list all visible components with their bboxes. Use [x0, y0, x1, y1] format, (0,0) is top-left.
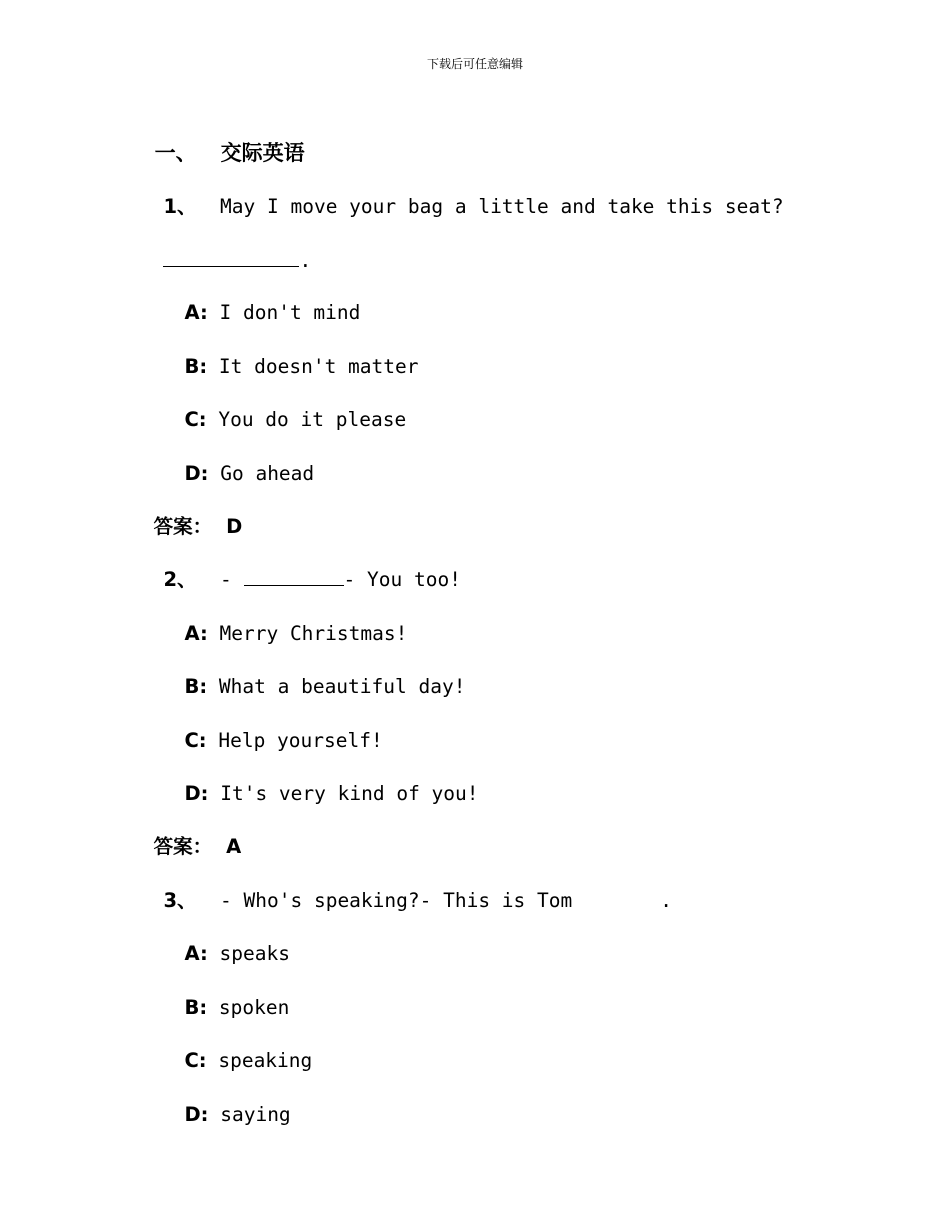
question-1-stem	[140, 168, 784, 220]
question-3-option-b: B: spoken	[184, 996, 290, 1019]
section-number: 一、	[154, 141, 197, 165]
question-1-option-b: B: It doesn't matter	[184, 355, 419, 378]
question-3-stem: 3、 - Who's speaking?- This is Tom .	[163, 889, 672, 912]
question-1-text: May I move your bag a little and take this seat?	[220, 195, 784, 218]
question-2-option-a: A: Merry Christmas!	[184, 622, 408, 645]
question-2-option-d: D: It's very kind of you!	[184, 782, 479, 805]
question-3-number: 3、	[163, 889, 197, 912]
question-2-answer	[140, 808, 241, 860]
page-header: 下载后可任意编辑	[426, 57, 523, 71]
answer-value: A	[226, 835, 242, 858]
section-heading	[140, 114, 305, 166]
question-2-option-c: C: Help yourself!	[184, 729, 383, 752]
answer-label: 答案：	[153, 835, 213, 858]
question-2-stem: 2、 - - You too!	[163, 568, 461, 591]
question-1-option-a: A: I don't mind	[184, 301, 361, 324]
answer-blank	[163, 248, 299, 267]
answer-blank	[244, 567, 344, 586]
section-title: 交际英语	[220, 141, 305, 165]
question-1-answer	[140, 488, 242, 540]
question-3-option-d: D: saying	[184, 1103, 291, 1126]
answer-value: D	[226, 515, 243, 538]
question-2-number: 2、	[163, 568, 197, 591]
question-1-blank-line: .	[140, 222, 311, 274]
question-2-option-b: B: What a beautiful day!	[184, 675, 466, 698]
question-1-option-c: C: You do it please	[184, 408, 407, 431]
question-3-option-a: A: speaks	[184, 942, 290, 965]
answer-label: 答案：	[153, 515, 213, 538]
question-1-option-d: D: Go ahead	[184, 462, 315, 485]
question-3-option-c: C: speaking	[184, 1049, 313, 1072]
question-1-number: 1、	[163, 195, 197, 218]
